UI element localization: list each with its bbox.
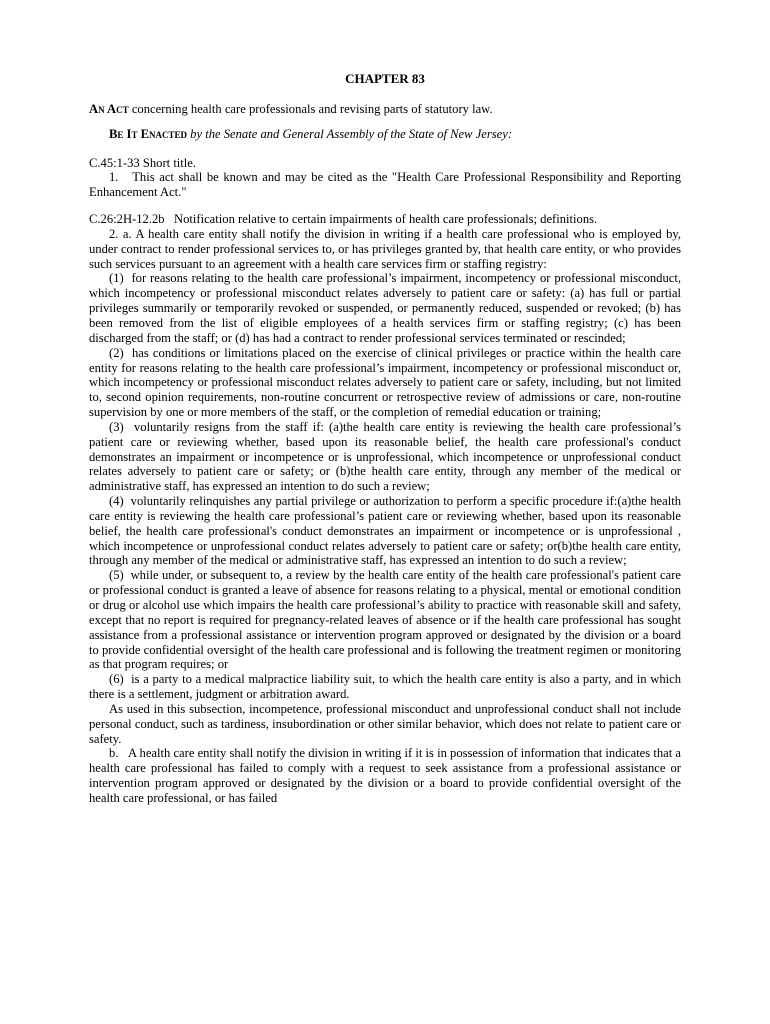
- section-1-text: 1. This act shall be known and may be cited as the "Health Care Professional Responsibility and Reporting Enhancement Act.": [89, 170, 681, 200]
- enact-lead: Be It Enacted: [109, 126, 188, 141]
- section-2-citation: C.26:2H-12.2b Notification relative to certain impairments of health care professionals; definitions.: [89, 212, 598, 227]
- paragraph-5: (5) while under, or subsequent to, a review by the health care entity of the health care professional's patient care or professional conduct is granted a leave of absence for reasons relating to a physical, mental or emotional condition or drug or alcohol use which impairs the health care professional’s ability to practice with reasonable skill and safety, except that no report is required for pregnancy-related leaves of absence or if the health care professional has sought assistance from a professional assistance or intervention program approved or designated by the division or a board to provide confidential oversight of the health care professional and is following the treatment regimen or monitoring as that program requires; or: [89, 568, 681, 672]
- paragraph-3: (3) voluntarily resigns from the staff if: (a)the health care entity is reviewing the health care professional’s patient care or reviewing whether, based upon its reasonable belief, the health care professional's conduct demonstrates an impairment or incompetence or is unprofessional, which incompetence or unprofessional conduct relates adversely to patient care or safety; or (b)the health care entity, through any member of the medical or administrative staff, has expressed an intention to do such a review;: [89, 419, 681, 494]
- enacting-clause: [89, 127, 681, 142]
- section-1-citation: C.45:1-33 Short title.: [89, 155, 197, 170]
- enact-text: by the Senate and General Assembly of the State of New Jersey:: [190, 126, 513, 141]
- act-lead: An Act: [89, 101, 129, 116]
- paragraph-4: (4) voluntarily relinquishes any partial privilege or authorization to perform a specific procedure if:(a)the health care entity is reviewing the health care professional’s patient care or reviewing whether, based upon its reasonable belief, the health care professional's conduct demonstrates an impairment or incompetence or is unprofessional , which incompetence or unprofessional conduct relates adversely to patient care or safety; or(b)the health care entity, through any member of the medical or administrative staff, has expressed an intention to do such a review;: [89, 494, 681, 568]
- section-2a: 2. a. A health care entity shall notify the division in writing if a health care professional who is employed by, under contract to render professional services to, or has privileges granted by, that health care entity, or who provides such services pursuant to an agreement with a health care services firm or staffing registry:: [89, 226, 681, 271]
- paragraph-2: (2) has conditions or limitations placed on the exercise of clinical privileges or practice within the health care entity for reasons relating to the health care professional’s impairment, incompetency or professional misconduct or, which incompetency or professional misconduct relates adversely to patient care or safety, including, but not limited to, second opinion requirements, non-routine concurrent or retrospective review of admissions or care, non-routine supervision by one or more members of the staff, or the completion of remedial education or training;: [89, 345, 681, 420]
- section-2: [89, 212, 681, 806]
- act-text: concerning health care professionals and revising parts of statutory law.: [131, 101, 493, 116]
- paragraph-1: (1) for reasons relating to the health care professional’s impairment, incompetency or professional misconduct, which incompetency or professional misconduct relates adversely to patient care or safety: (a) has full or partial privileges summarily or temporarily revoked or suspended, or permanently reduced, suspended or revoked; (b) has been removed from the list of eligible employees of a health services firm or staffing registry; (c) has been discharged from the staff; or (d) has had a contract to render professional services terminated or rescinded;: [89, 271, 681, 345]
- paragraph-6: (6) is a party to a medical malpractice liability suit, to which the health care entity is also a party, and in which there is a settlement, judgment or arbitration award.: [89, 672, 681, 702]
- definition-note: As used in this subsection, incompetence, professional misconduct and unprofessional conduct shall not include personal conduct, such as tardiness, insubordination or other similar behavior, which does not relate to patient care or safety.: [89, 701, 681, 746]
- act-title: [89, 102, 681, 117]
- subsection-b: b. A health care entity shall notify the division in writing if it is in possession of information that indicates that a health care professional has failed to comply with a request to seek assistance from a professional assistance or intervention program approved or designated by the division or a board to provide confidential oversight of the health care professional, or has failed: [89, 746, 681, 805]
- document-page: [89, 72, 681, 806]
- section-1: [89, 156, 681, 201]
- chapter-heading: CHAPTER 83: [345, 71, 425, 86]
